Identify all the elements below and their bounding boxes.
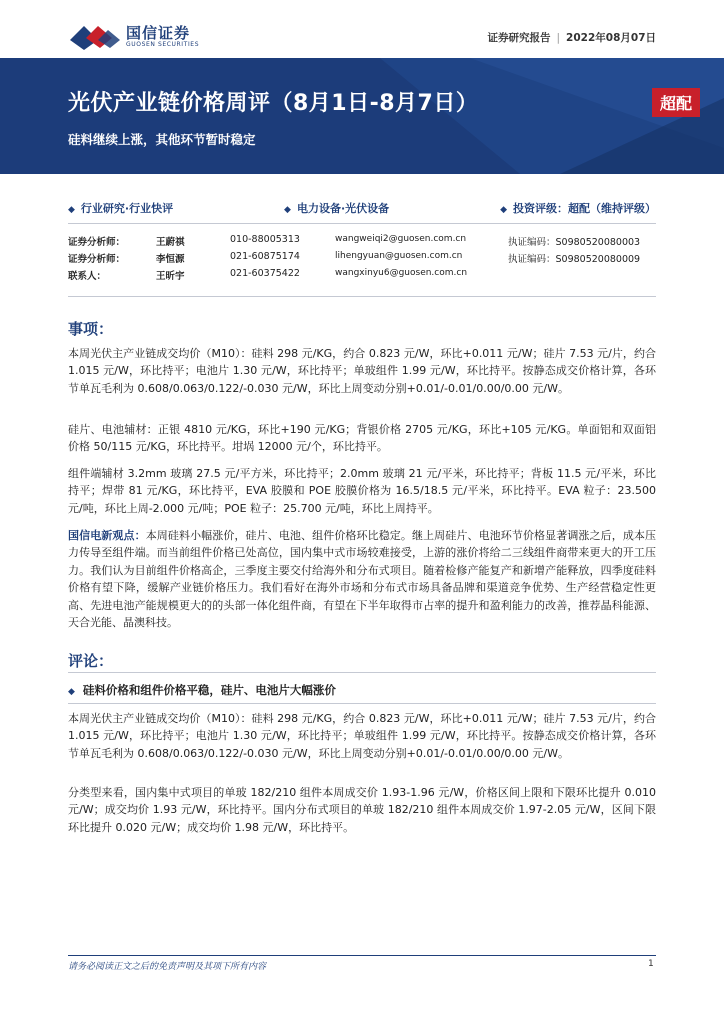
analyst-cert: 执证编码：S0980520080003 [508, 237, 641, 248]
events-paragraph-4 [68, 527, 656, 631]
comments-paragraph-2: 分类型来看，国内集中式项目的单玻 182/210 组件本周成交价 1.93-1.96 元/W，价格区间上限和下限环比提升 0.010 元/W；成交均价 1.93 元/W，环比持平。国内分布式项目的单玻 182/210 组件本周成交价 1.97-2.05 元/W，区间下限环比提升 0.020 元/W；成交均价 1.98 元/W，环比持平。 [68, 786, 656, 834]
tag-sector [284, 200, 389, 216]
rating-badge: 超配 [652, 88, 700, 117]
footer-divider [68, 955, 656, 956]
contact-name: 王昕宇 [156, 271, 185, 282]
report-tags [68, 200, 656, 216]
report-subtitle: 硅料继续上涨，其他环节暂时稳定 [68, 132, 256, 147]
comments-paragraph-1: 本周光伏主产业链成交均价（M10）：硅料 298 元/KG，约合 0.823 元/W，环比+0.011 元/W；硅片 7.53 元/片，约合 1.015 元/W，环比持平；电池片 1.30 元/W，环比持平；单玻组件 1.99 元/W，环比持平。按静态成交价格计算，各环节单瓦毛利为 0.608/0.063/0.122/-0.030 元/W，环比上周变动分别+0.01/-0.01/0.00/0.00 元/W。 [68, 712, 656, 760]
divider [68, 296, 656, 297]
contact-email[interactable]: wangxinyu6@guosen.com.cn [335, 268, 468, 278]
report-date: 2022年08月07日 [566, 32, 656, 44]
divider [68, 672, 656, 673]
tag-industry-research [68, 200, 173, 216]
disclaimer-note: 请务必阅读正文之后的免责声明及其项下所有内容 [68, 962, 267, 972]
report-title: 光伏产业链价格周评（8月1日-8月7日） [68, 91, 479, 116]
analyst-phone: 010-88005313 [230, 234, 300, 245]
analyst-role: 证券分析师： [68, 237, 126, 248]
section-title-events: 事项： [68, 320, 114, 338]
tag-rating [500, 200, 656, 216]
analyst-row [68, 268, 668, 285]
comment-bullet-text: 硅料价格和组件价格平稳，硅片、电池片大幅涨价 [82, 683, 336, 697]
analyst-list [68, 234, 668, 285]
viewpoint-text: 本周硅料小幅涨价，硅片、电池、组件价格环比稳定。继上周硅片、电池环节价格显著调涨之后，成本压力传导至组件端。而当前组件价格已处高位，国内集中式市场较难接受，上游的涨价将给二三线组件商带来更大的开工压力。我们认为目前组件价格高企，三季度主要交付给海外和分布式项目。随着检修产能复产和新增产能释放，四季度硅料价格有望下降，缓解产业链价格压力。我们看好在海外市场和分布式市场具备品牌和渠道竞争优势、生产经营稳定性更高、先进电池产能规模更大的的头部一体化组件商，有望在下半年取得市占率的提升和盈利能力的改善，推荐晶科能源、天合光能、晶澳科技。 [68, 529, 657, 630]
title-banner [0, 58, 724, 174]
section-title-comments: 评论： [68, 652, 114, 670]
events-paragraph-3: 组件端辅材 3.2mm 玻璃 27.5 元/平方米，环比持平；2.0mm 玻璃 21 元/平米，环比持平；背板 11.5 元/平米，环比持平；焊带 81 元/KG，环比持平，EVA 胶膜和 POE 胶膜价格为 16.5/18.5 元/平米，环比持平。EVA 粒子：23.500 元/吨，环比上周-2.000 元/吨；POE 粒子：25.700 元/吨，环比上周持平。 [68, 467, 656, 515]
report-meta: 证券研究报告 | 2022年08月07日 [487, 32, 656, 44]
diamond-icon: ◆ [284, 205, 291, 215]
analyst-row [68, 234, 668, 251]
events-paragraph-1: 本周光伏主产业链成交均价（M10）：硅料 298 元/KG，约合 0.823 元/W，环比+0.011 元/W；硅片 7.53 元/片，约合 1.015 元/W，环比持平；电池片 1.30 元/W，环比持平；单玻组件 1.99 元/W，环比持平。按静态成交价格计算，各环节单瓦毛利为 0.608/0.063/0.122/-0.030 元/W，环比上周变动分别+0.01/-0.01/0.00/0.00 元/W。 [68, 347, 656, 395]
tag-label: 电力设备·光伏设备 [296, 202, 390, 215]
analyst-email[interactable]: wangweiqi2@guosen.com.cn [335, 234, 467, 244]
divider [68, 703, 656, 704]
page-header [0, 0, 724, 58]
brand-name: 国信证券 [126, 24, 191, 42]
divider [68, 223, 656, 224]
page-number: 1 [648, 959, 654, 969]
analyst-phone: 021-60875174 [230, 251, 300, 262]
analyst-email[interactable]: lihengyuan@guosen.com.cn [335, 251, 463, 261]
tag-label: 行业研究·行业快评 [80, 202, 174, 215]
comment-bullet [68, 682, 336, 698]
diamond-icon: ◆ [68, 205, 75, 215]
contact-phone: 021-60375422 [230, 268, 300, 279]
analyst-name: 王蔚祺 [156, 237, 185, 248]
tag-label: 投资评级：超配（维持评级） [512, 202, 656, 215]
events-paragraph-2: 硅片、电池辅材：正银 4810 元/KG，环比+190 元/KG；背银价格 2705 元/KG，环比+105 元/KG。单面铝和双面铝价格 50/115 元/KG，环比持平。坩埚 12000 元/个，环比持平。 [68, 423, 656, 454]
analyst-cert: 执证编码：S0980520080009 [508, 254, 641, 265]
diamond-icon: ◆ [500, 205, 507, 215]
analyst-role: 证券分析师： [68, 254, 126, 265]
diamond-icon: ◆ [68, 687, 75, 697]
guosen-logo-icon [68, 20, 122, 52]
analyst-row [68, 251, 668, 268]
analyst-name: 李恒源 [156, 254, 185, 265]
report-type: 证券研究报告 [487, 32, 551, 44]
contact-role: 联系人： [68, 271, 107, 282]
brand-name-en: GUOSEN SECURITIES [126, 41, 200, 48]
viewpoint-lead: 国信电新观点： [68, 529, 146, 542]
